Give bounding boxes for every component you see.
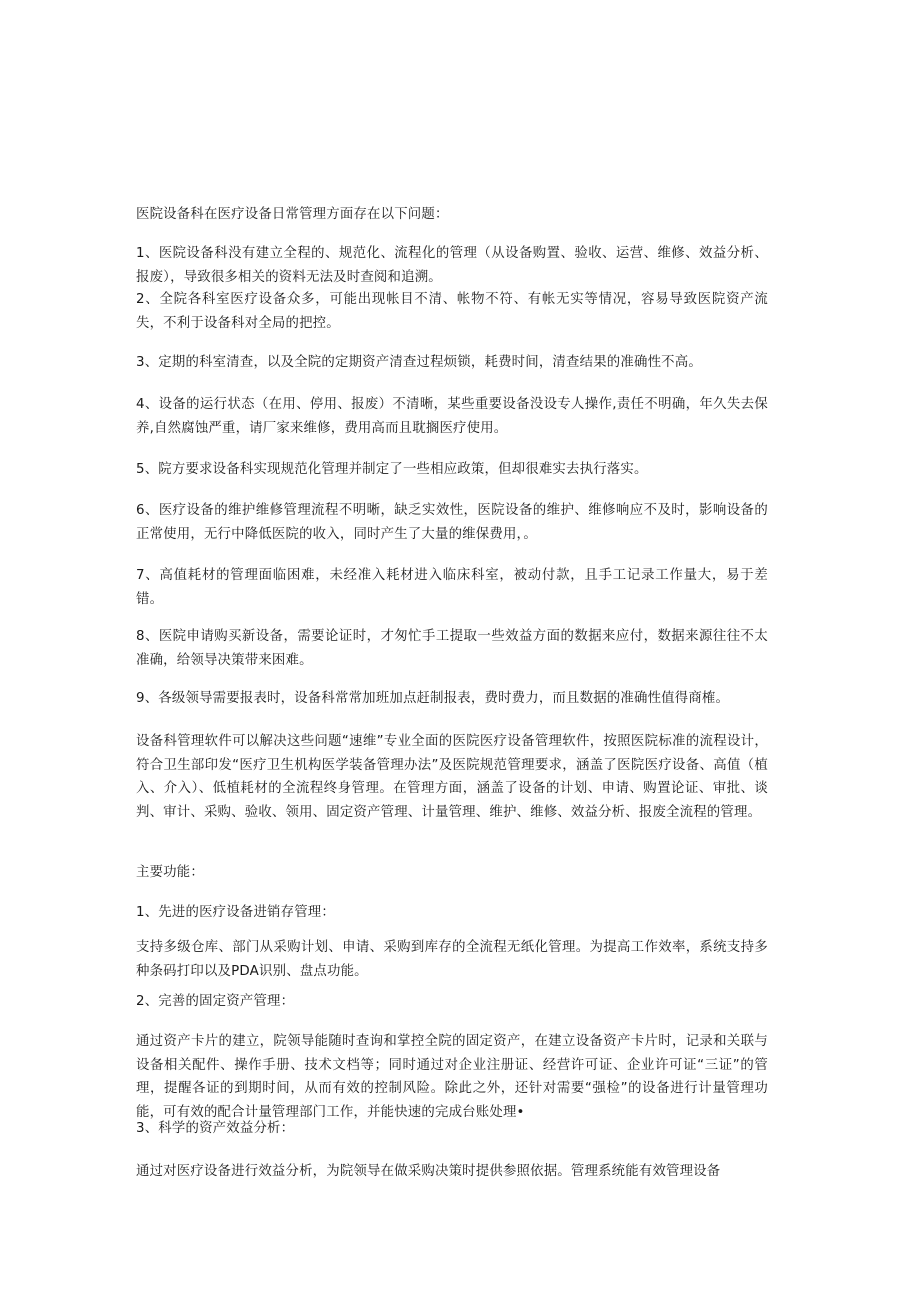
problem-item-1: 1、医院设备科没有建立全程的、规范化、流程化的管理（从设备购置、验收、运营、维修、效益分析、报废），导致很多相关的资料无法及时查阅和追溯。 <box>136 246 768 285</box>
problem-item-6: 6、医疗设备的维护维修管理流程不明晰，缺乏实效性，医院设备的维护、维修响应不及时，影响设备的正常使用，无行中降低医院的收入，同时产生了大量的维保费用，。 <box>136 503 768 542</box>
problem-item-2: 2、全院各科室医疗设备众多，可能出现帐目不清、帐物不符、有帐无实等情况，容易导致医院资产流失，不利于设备科对全局的把控。 <box>136 292 768 331</box>
function-3-title: 3、科学的资产效益分析： <box>136 1121 295 1136</box>
solution-paragraph: 设备科管理软件可以解决这些问题“速维”专业全面的医院医疗设备管理软件，按照医院标准的流程设计，符合卫生部印发“医疗卫生机构医学装备管理办法”及医院规范管理要求，涵盖了医院医疗设备、高值（植入、介入）、低植耗材的全流程终身管理。在管理方面，涵盖了设备的计划、申请、购置论证、审批、谈判、审计、采购、验收、领用、固定资产管理、计量管理、维护、维修、效益分析、报废全流程的管理。 <box>136 734 768 820</box>
intro-paragraph: 医院设备科在医疗设备日常管理方面存在以下问题： <box>136 207 449 222</box>
function-2-body: 通过资产卡片的建立，院领导能随时查询和掌控全院的固定资产，在建立设备资产卡片时，记录和关联与设备相关配件、操作手册、技术文档等；同时通过对企业注册证、经营许可证、企业许可证“三证”的管理，提醒各证的到期时间，从而有效的控制风险。除此之外，还针对需要“强检”的设备进行计量管理功能，可有效的配合计量管理部门工作，并能快速的完成台账处理• <box>136 1034 768 1120</box>
problem-item-7: 7、高值耗材的管理面临困难，未经准入耗材进入临床科室，被动付款，且手工记录工作量大，易于差错。 <box>136 568 768 607</box>
problem-item-9: 9、各级领导需要报表时，设备科常常加班加点赶制报表，费时费力，而且数据的准确性值得商榷。 <box>136 691 730 706</box>
function-1-body: 支持多级仓库、部门从采购计划、申请、采购到库存的全流程无纸化管理。为提高工作效率，系统支持多种条码打印以及PDA识别、盘点功能。 <box>136 940 768 979</box>
problem-item-8: 8、医院申请购买新设备，需要论证时，才匆忙手工提取一些效益方面的数据来应付，数据来源往往不太准确，给领导决策带来困难。 <box>136 629 768 668</box>
function-3-body: 通过对医疗设备进行效益分析，为院领导在做采购决策时提供参照依据。管理系统能有效管理设备 <box>136 1164 721 1179</box>
function-2-title: 2、完善的固定资产管理： <box>136 994 295 1009</box>
problem-item-3: 3、定期的科室清查，以及全院的定期资产清查过程烦锁，耗费时间，清查结果的准确性不高。 <box>136 355 702 370</box>
function-1-title: 1、先进的医疗设备进销存管理： <box>136 905 335 920</box>
problem-item-5: 5、院方要求设备科实现规范化管理并制定了一些相应政策，但却很难实去执行落实。 <box>136 462 648 477</box>
problem-item-4: 4、设备的运行状态（在用、停用、报废）不清晰，某些重要设备没设专人操作,责任不明确，年久失去保养,自然腐蚀严重，请厂家来维修，费用高而且耽搁医疗使用。 <box>136 397 768 436</box>
functions-heading: 主要功能： <box>136 865 204 880</box>
